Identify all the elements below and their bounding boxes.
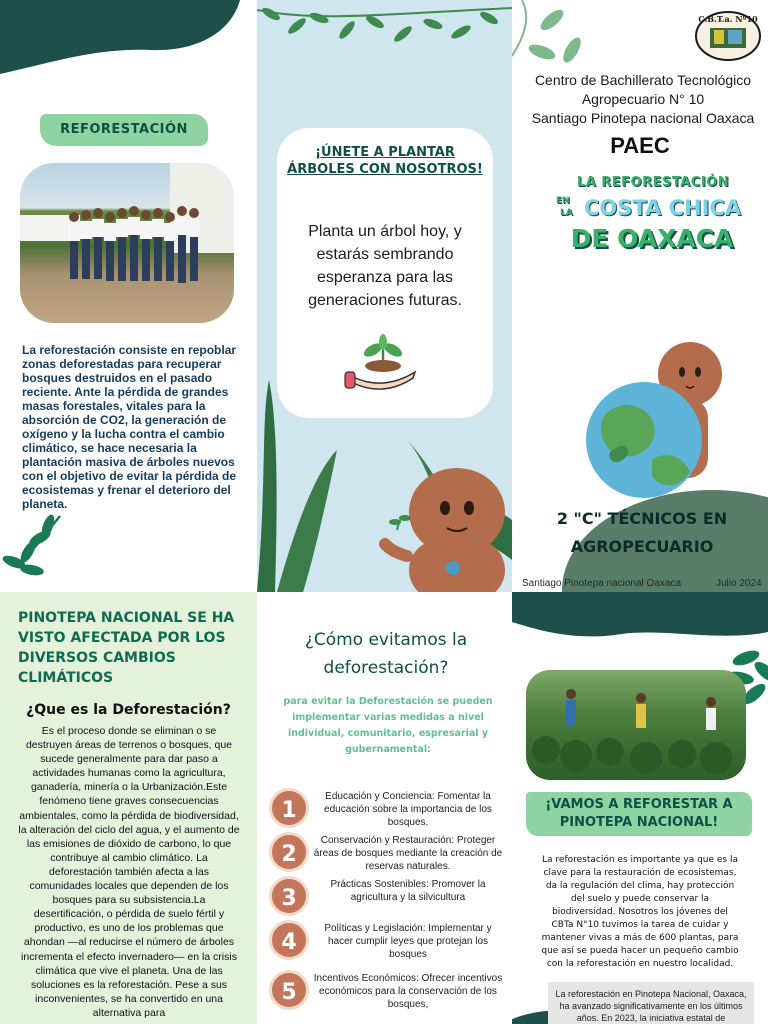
cover-title-la: LA bbox=[560, 208, 573, 218]
vamos-reforestar-body: La reforestación es importante ya que es la clave para la restauración de ecosistemas, da la regulación del clima, hay protección del suelo y puede conservar la biodiversidad. Nosotros los jóvenes del CBTa N°10 tuvimos la tarea de cuidar y mantener vivas a más de 600 plantas, para que así se pueda hacer un pequeño cambio con la reforestación en nuestro localidad. bbox=[541, 855, 739, 969]
top-wave-shape bbox=[0, 0, 240, 74]
step-4 bbox=[269, 920, 505, 960]
hanging-vine-icon bbox=[257, 6, 512, 45]
step-text: Políticas y Legislación: Implementar y hacer cumplir leyes que protejan los bosques bbox=[324, 923, 492, 960]
step-number-badge: 5 bbox=[269, 970, 309, 1010]
unete-headline: ¡ÚNETE A PLANTAR ÁRBOLES CON NOSOTROS! bbox=[287, 145, 483, 177]
step-5 bbox=[269, 970, 505, 1010]
step-text: Prácticas Sostenibles: Promover la agricultura y la silvicultura bbox=[330, 879, 486, 903]
unete-message: Planta un árbol hoy, y estarás sembrando esperanza para las generaciones futuras. bbox=[308, 223, 462, 309]
program-name: PAEC bbox=[610, 133, 670, 158]
cover-title-line3: DE OAXACA bbox=[570, 224, 734, 253]
footer-date: Julio 2024 bbox=[716, 578, 762, 589]
step-number-badge: 3 bbox=[269, 876, 309, 916]
reforestation-note-text: La reforestación en Pinotepa Nacional, Oaxaca, ha avanzado significativamente en los últimos años. En 2023, la iniciativa estatal de bbox=[555, 989, 747, 1023]
step-text: Educación y Conciencia: Fomentar la educación sobre la importancia de los bosques. bbox=[324, 791, 492, 828]
footer-place: Santiago Pinotepa nacional Oaxaca bbox=[522, 578, 682, 589]
vamos-reforestar-cta: ¡VAMOS A REFORESTAR A PINOTEPA NACIONAL! bbox=[526, 792, 752, 836]
panel-unete bbox=[257, 0, 512, 592]
step-text: Incentivos Económicos: Ofrecer incentivos económicos para la conservación de los bosques, bbox=[313, 973, 503, 1010]
step-number-badge: 1 bbox=[269, 788, 309, 828]
planting-photo bbox=[526, 670, 746, 780]
cover-title-en: EN bbox=[556, 196, 570, 206]
deforestacion-body: Es el proceso donde se eliminan o se destruyen áreas de terrenos o bosques, que sucede generalmente para dar paso a actividades humanas como la agricultura, ganadería, minería o la Urbanización.Este fenómeno tiene graves consecuencias ambientales, como la pérdida de biodiversidad, la alteración del ciclo del agua, y el aumento de las emisiones de dióxido de carbono, lo que contribuye al cambio climático. La deforestación también afecta a las comunidades locales que dependen de los bosques para su subsistencia.La desertificación, o pérdida de suelo fértil y productivo, es uno de los problemas que ahondan —al reducirse el número de árboles incrementa el efecto invernadero— en la crisis climática que vive el planeta. Una de las soluciones es la reforestación. Pese a sus inconvenientes, se ha convertido en una alternativa para bbox=[18, 725, 240, 1019]
pinotepa-heading: PINOTEPA NACIONAL SE HA VISTO AFECTADA POR LOS DIVERSOS CAMBIOS CLIMÁTICOS bbox=[18, 610, 235, 686]
character-hugging-earth-icon bbox=[586, 342, 722, 498]
top-leaves-icon bbox=[512, 0, 584, 65]
step-number-badge: 4 bbox=[269, 920, 309, 960]
deforestacion-question: ¿Que es la Deforestación? bbox=[26, 702, 231, 718]
step-1 bbox=[269, 788, 505, 828]
school-name bbox=[518, 71, 768, 128]
panel-cover bbox=[512, 0, 768, 592]
step-2 bbox=[269, 832, 505, 872]
reforestation-note-box bbox=[548, 982, 754, 1024]
school-name-line2: Agropecuario N° 10 bbox=[581, 91, 705, 107]
reforestacion-description: La reforestación consiste en repoblar zonas deforestadas para recuperar bosques destruidos en el pasado reciente. Ante la pérdida de grandes masas forestales, vitales para la absorción de CO2, la generación de oxígeno y la lucha contra el cambio climático, se hace necesaria la plantación masiva de árboles nuevos con el objetivo de evitar la pérdida de ecosistemas y frenar el deterioro del planeta. bbox=[22, 343, 237, 511]
character-kid-icon bbox=[385, 468, 505, 592]
como-evitamos-intro: para evitar la Deforestación se pueden implementar varias medidas a nivel individual, comunitario, espresarial y gubernamental: bbox=[283, 696, 493, 755]
students-group-photo bbox=[20, 163, 234, 323]
reforestacion-title: REFORESTACIÓN bbox=[40, 114, 208, 146]
como-evitamos-question: ¿Cómo evitamos la deforestación? bbox=[304, 630, 468, 678]
group-name: 2 "C" TÉCNICOS EN AGROPECUARIO bbox=[556, 509, 728, 556]
panel-reforestacion bbox=[0, 0, 257, 592]
school-name-line3: Santiago Pinotepa nacional Oaxaca bbox=[531, 110, 755, 126]
school-name-line1: Centro de Bachillerato Tecnológico bbox=[534, 72, 752, 88]
step-3 bbox=[269, 876, 505, 916]
panel-vamos-reforestar bbox=[512, 592, 768, 1024]
top-wave-shape bbox=[512, 592, 768, 636]
panel-como-evitamos bbox=[257, 592, 512, 1024]
leaf-sprig-icon bbox=[1, 513, 60, 577]
cover-title-line2: COSTA CHICA bbox=[584, 196, 742, 220]
step-text: Conservación y Restauración: Proteger áreas de bosques mediante la creación de reservas naturales. bbox=[313, 835, 503, 872]
hand-sprout-icon bbox=[343, 332, 423, 392]
cover-title-line1: LA REFORESTACIÓN bbox=[576, 175, 730, 190]
step-number-badge: 2 bbox=[269, 832, 309, 872]
school-logo-icon bbox=[692, 6, 764, 62]
panel-deforestacion bbox=[0, 592, 257, 1024]
school-logo-text: C.B.T.a. Nº10 bbox=[698, 14, 758, 24]
